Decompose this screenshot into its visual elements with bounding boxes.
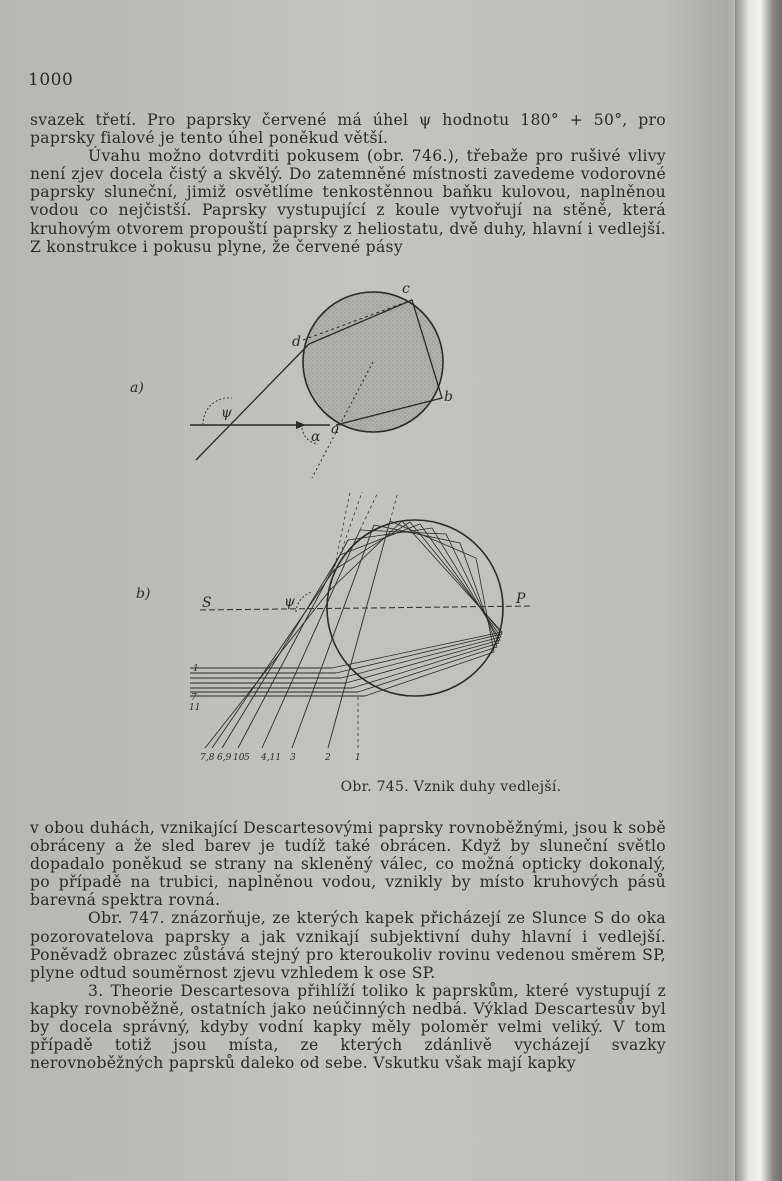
figure-caption: Obr. 745. Vznik duhy vedlejší. [340, 779, 562, 795]
bottom-label-1: 1 [355, 753, 361, 763]
ray-label-1: 1 [193, 664, 199, 674]
point-label-c: c [402, 281, 410, 297]
paragraph-1: svazek třetí. Pro paprsky červené má úhel ψ hodnotu 180° + 50°, pro paprsky fialové je tento úhel poněkud větší. [30, 111, 666, 148]
point-label-d: d [292, 334, 301, 350]
figure-part-b [136, 492, 532, 763]
label-part-b: b) [136, 586, 151, 602]
angle-label-alpha: α [311, 429, 321, 445]
paragraph-4: Obr. 747. znázorňuje, ze kterých kapek přicházejí ze Slunce S do oka pozorovatelova paprsky a jak vznikají subjektivní duhy hlavní i vedlejší. Poněvadž obrazec zůstává stejný pro kteroukoliv rovinu vedenou směrem SP, plyne odtud souměrnost zjevu vzhledem k ose SP. [30, 909, 666, 982]
bottom-text-block [30, 819, 666, 1072]
bottom-label-78: 7,8 [200, 753, 215, 763]
paragraph-5: 3. Theorie Descartesova přihlíží toliko k paprskům, které vystupují z kapky rovnoběžně, ostatních jako neúčinných nedbá. Výklad Descartesův byl by docela správný, kdyby vodní kapky měly poloměr velmi veliký. V tom případě totiž jsou místa, ze kterých zdánlivě vycházejí svazky nerovnoběžných paprsků daleko od sebe. Vskutku však mají kapky [30, 981, 666, 1073]
bottom-label-2: 2 [325, 753, 331, 763]
paragraph-2: Úvahu možno dotvrditi pokusem (obr. 746.), třebaže pro rušivé vlivy není zjev docela čistý a skvělý. Do zatemněné místnosti zavedeme vodorovné paprsky sluneční, jimiž osvětlíme tenkostěnnou baňku kulovou, naplněnou vodou co nejčistší. Paprsky vystupující z koule vytvořují na stěně, která kruhovým otvorem propouští paprsky z heliostatu, dvě duhy, hlavní i vedlejší. Z konstrukce i pokusu plyne, že červené pásy [30, 147, 666, 256]
axis-label-s: S [202, 595, 212, 611]
bottom-label-411: 4,11 [261, 753, 282, 763]
angle-label-psi-a: ψ [221, 405, 232, 421]
arrow-icon [296, 421, 306, 429]
figure-part-a [130, 281, 453, 478]
emergent-ray-a [196, 344, 309, 460]
bottom-label-5: 5 [244, 753, 250, 763]
angle-label-psi-b: ψ [284, 594, 295, 610]
bottom-label-10: 10 [233, 753, 245, 763]
page-number: 1000 [28, 70, 74, 90]
paragraph-3: v obou duhách, vznikající Descartesovými paprsky rovnoběžnými, jsou k sobě obráceny a že sled barev je tudíž také obrácen. Když by sluneční světlo dopadalo poněkud se strany na skleněný válec, co možná opticky dokonalý, po případě na trubici, naplněnou vodou, vznikly by místo kruhových pásů barevná spektra rovná. [30, 819, 666, 910]
point-label-b: b [444, 389, 453, 405]
label-part-a: a) [130, 380, 144, 396]
ray-label-7: 7 [191, 693, 197, 703]
bottom-label-3: 3 [290, 753, 296, 763]
axis-label-p: P [516, 591, 526, 607]
bottom-label-69: 6,9 [217, 753, 232, 763]
point-label-a: a [331, 421, 340, 437]
ray-label-11: 11 [189, 703, 201, 713]
